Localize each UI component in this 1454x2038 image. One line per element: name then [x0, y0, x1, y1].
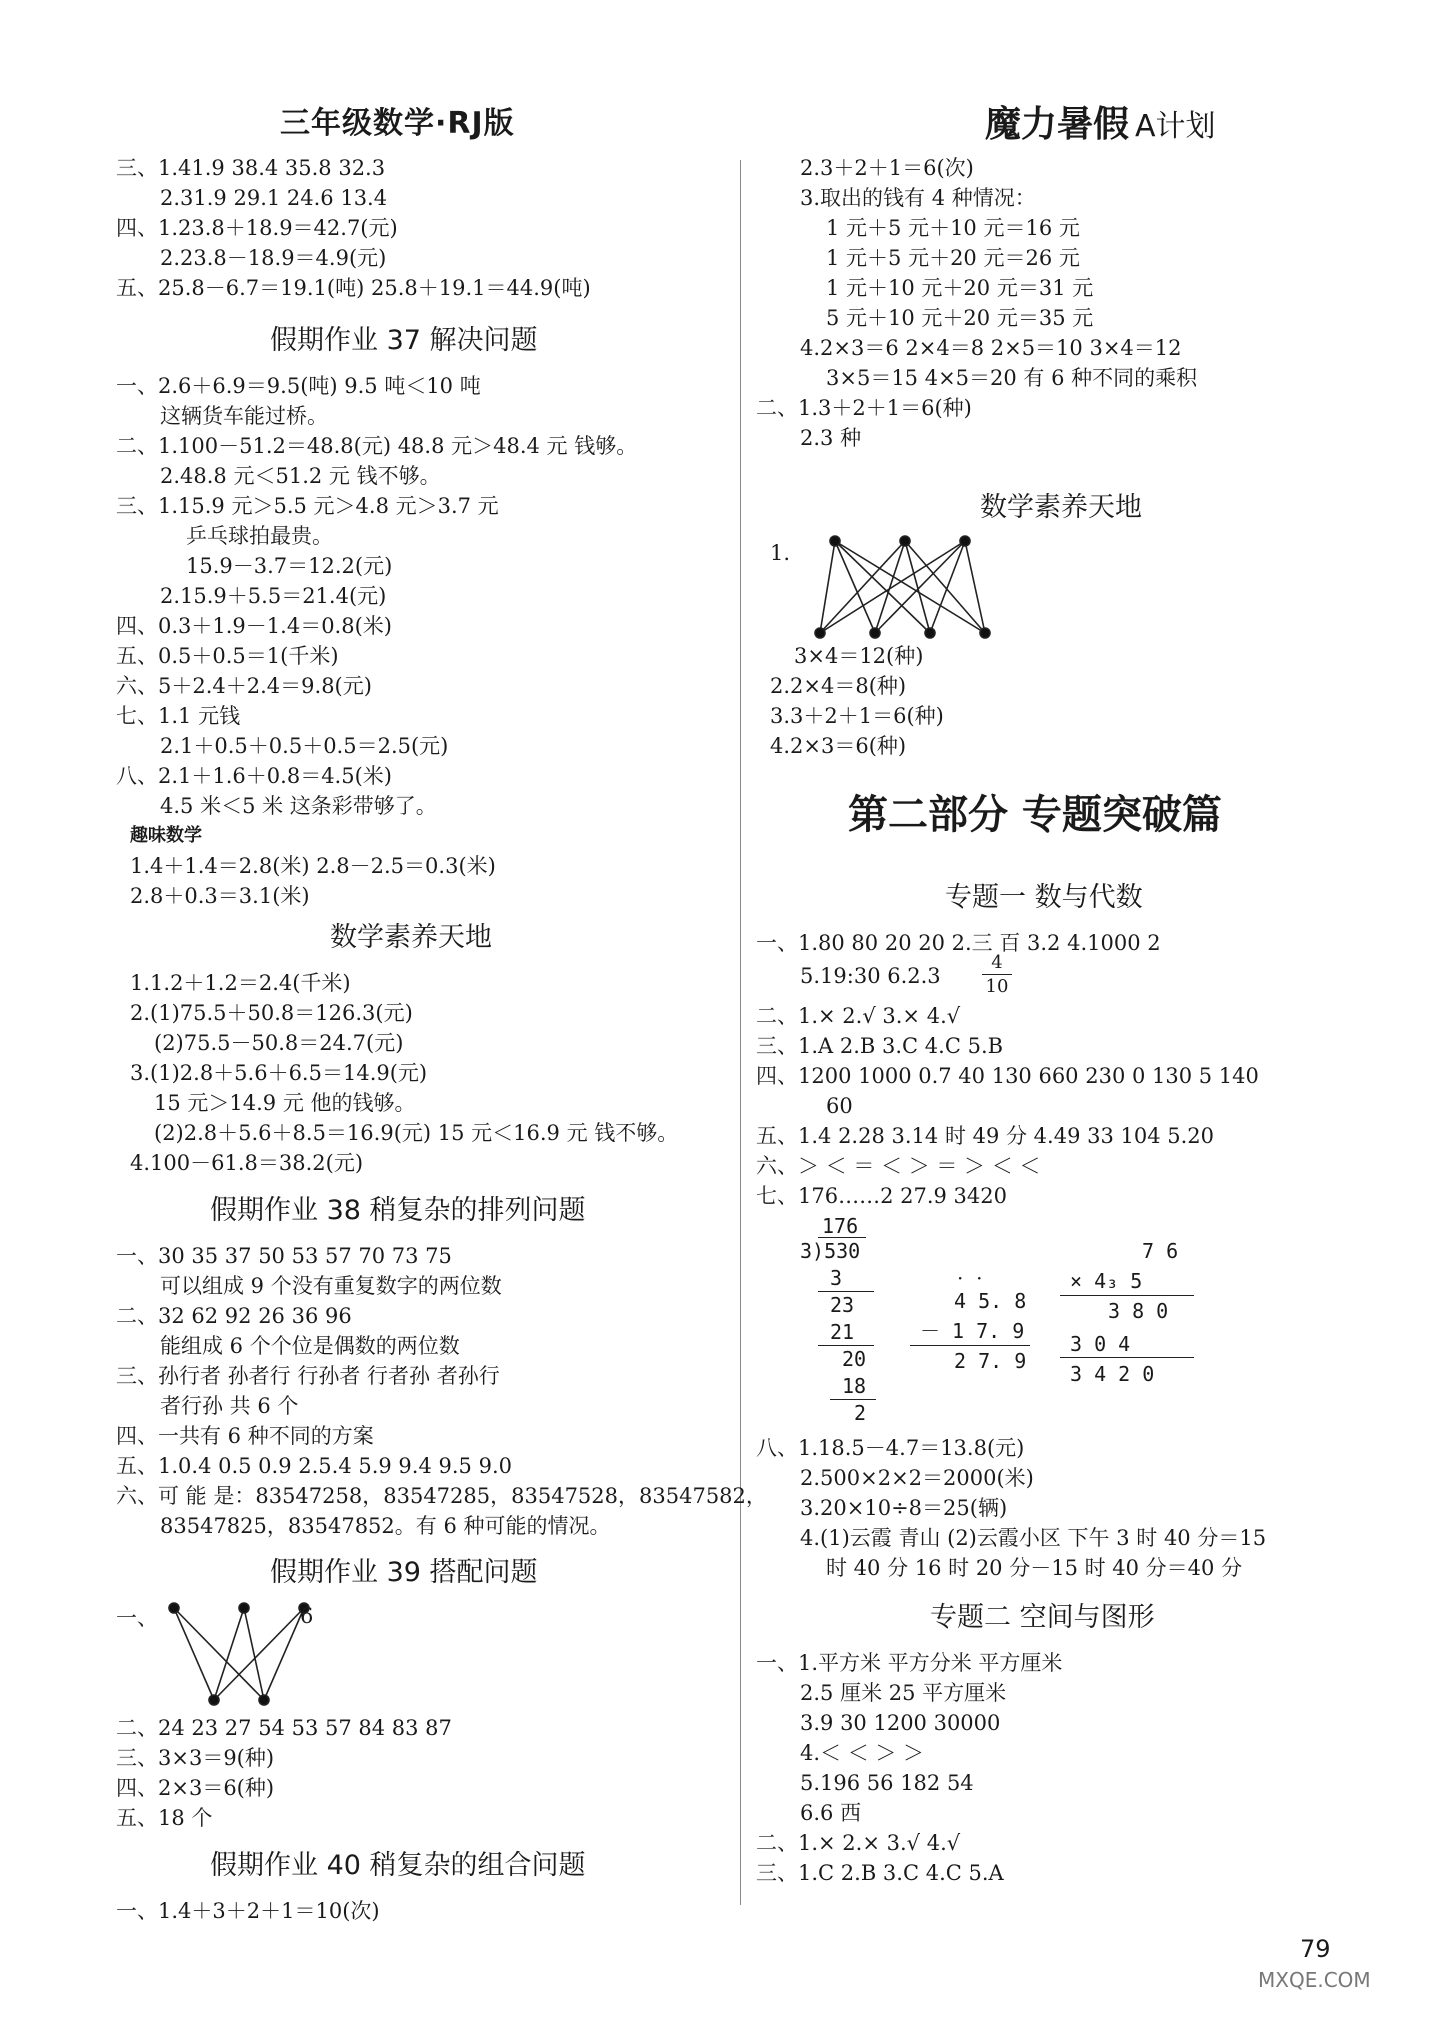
left-line: 八、2.1＋1.6＋0.8＝4.5(米) — [116, 764, 392, 788]
page-number: 79 — [1300, 1935, 1331, 1963]
subtraction-line: － 1 7. 9 — [920, 1319, 1025, 1343]
section-title-hw37: 假期作业 37 解决问题 — [270, 325, 538, 356]
header-brand — [985, 96, 1216, 147]
multiplication-line: 3 4 2 0 — [1070, 1362, 1155, 1386]
right-line: 4.2×3＝6(种) — [770, 734, 907, 758]
left-line: 二、1.100－51.2＝48.8(元) 48.8 元＞48.4 元 钱够。 — [116, 434, 638, 458]
left-line: 者行孙 共 6 个 — [160, 1394, 299, 1418]
right-line: 四、1200 1000 0.7 40 130 660 230 0 130 5 140 — [756, 1064, 1259, 1088]
right-line: 二、1.× 2.√ 3.× 4.√ — [756, 1004, 961, 1028]
right-line: 2.5 厘米 25 平方厘米 — [800, 1681, 1007, 1705]
match-line — [214, 1608, 304, 1700]
watermark: MXQE.COM — [1258, 1968, 1371, 1992]
right-line: 5 元＋10 元＋20 元＝35 元 — [826, 306, 1094, 330]
right-line: 4.＜ ＜ ＞ ＞ — [800, 1741, 925, 1765]
match-dot — [980, 628, 990, 638]
match-dot — [259, 1695, 269, 1705]
left-line: 一、30 35 37 50 53 57 70 73 75 — [116, 1244, 452, 1268]
left-line: 二、32 62 92 26 36 96 — [116, 1304, 352, 1328]
match-dot — [815, 628, 825, 638]
right-line: 时 40 分 16 时 20 分－15 时 40 分＝40 分 — [826, 1556, 1243, 1580]
division-expression: 3)530 — [800, 1239, 861, 1263]
left-line: 4.100－61.8＝38.2(元) — [130, 1151, 364, 1175]
match-dot — [169, 1603, 179, 1613]
right-line: 八、1.18.5－4.7＝13.8(元) — [756, 1436, 1025, 1460]
match-dot — [870, 628, 880, 638]
left-line: (2)75.5－50.8＝24.7(元) — [154, 1031, 404, 1055]
division-step: 21 — [830, 1320, 855, 1344]
match-line — [875, 541, 905, 633]
left-line: 2.8＋0.3＝3.1(米) — [130, 884, 310, 908]
fraction — [982, 952, 1012, 997]
topic-title-2: 专题二 空间与图形 — [930, 1602, 1155, 1633]
left-line: 一、 — [116, 1606, 158, 1630]
left-line: 三、孙行者 孙者行 行孙者 行者孙 者孙行 — [116, 1364, 500, 1388]
left-line: 这辆货车能过桥。 — [160, 404, 328, 428]
left-line: 83547825，83547852。有 6 种可能的情况。 — [160, 1514, 611, 1538]
borrow-dots: · · — [957, 1266, 983, 1290]
left-line: 2.48.8 元＜51.2 元 钱不够。 — [160, 464, 441, 488]
left-line: 七、1.1 元钱 — [116, 704, 241, 728]
match-dot — [239, 1603, 249, 1613]
fun-math-label: 趣味数学 — [130, 825, 202, 846]
multiplication-line: 3 0 4 — [1070, 1332, 1131, 1356]
match-dot — [209, 1695, 219, 1705]
section-title-literacy-right: 数学素养天地 — [980, 492, 1142, 523]
match-dot — [900, 536, 910, 546]
match-line — [835, 541, 930, 633]
matching-diagram-left — [160, 1600, 350, 1710]
left-line: 四、0.3＋1.9－1.4＝0.8(米) — [116, 614, 392, 638]
division-step: 2 — [854, 1401, 867, 1425]
left-line: 1.1.2＋1.2＝2.4(千米) — [130, 971, 351, 995]
left-line: 五、25.8－6.7＝19.1(吨) 25.8＋19.1＝44.9(吨) — [116, 276, 591, 300]
match-line — [244, 1608, 264, 1700]
match-line — [875, 541, 965, 633]
left-line: 六、可 能 是：83547258，83547285，83547528，83547582， — [116, 1484, 767, 1508]
left-line: 可以组成 9 个没有重复数字的两位数 — [160, 1274, 502, 1298]
right-line: 4.2×3＝6 2×4＝8 2×5＝10 3×4＝12 — [800, 336, 1182, 360]
left-line: 3.(1)2.8＋5.6＋6.5＝14.9(元) — [130, 1061, 428, 1085]
match-line — [930, 541, 965, 633]
left-line: 乒乓球拍最贵。 — [186, 524, 333, 548]
right-line: 二、1.× 2.× 3.√ 4.√ — [756, 1831, 961, 1855]
match-line — [174, 1608, 214, 1700]
column-divider — [740, 160, 741, 1905]
match-line — [835, 541, 985, 633]
left-line: 2.1＋0.5＋0.5＋0.5＝2.5(元) — [160, 734, 449, 758]
left-line: 2.(1)75.5＋50.8＝126.3(元) — [130, 1001, 413, 1025]
matching-count: 6 — [300, 1604, 314, 1628]
right-line: 一、1.平方米 平方分米 平方厘米 — [756, 1651, 1063, 1675]
subtraction-line: 4 5. 8 — [954, 1289, 1027, 1313]
left-line: 2.23.8－18.9＝4.9(元) — [160, 246, 387, 270]
right-line: 3.9 30 1200 30000 — [800, 1711, 1001, 1735]
left-line: 1.4＋1.4＝2.8(米) 2.8－2.5＝0.3(米) — [130, 854, 496, 878]
right-line: 五、1.4 2.28 3.14 时 49 分 4.49 33 104 5.20 — [756, 1124, 1215, 1148]
left-line: 一、1.4＋3＋2＋1＝10(次) — [116, 1899, 380, 1923]
left-line: (2)2.8＋5.6＋8.5＝16.9(元) 15 元＜16.9 元 钱不够。 — [154, 1121, 679, 1145]
right-line: 3.20×10÷8＝25(辆) — [800, 1496, 1008, 1520]
right-line: 3.3＋2＋1＝6(种) — [770, 704, 944, 728]
section-title-hw38: 假期作业 38 稍复杂的排列问题 — [210, 1195, 586, 1226]
right-line: 七、176……2 27.9 3420 — [756, 1184, 1007, 1208]
left-line: 三、3×3＝9(种) — [116, 1746, 275, 1770]
left-line: 2.31.9 29.1 24.6 13.4 — [160, 186, 388, 210]
right-line: 1. — [770, 541, 791, 565]
right-line: 3×4＝12(种) — [794, 644, 924, 668]
division-step: 23 — [830, 1293, 855, 1317]
match-dot — [925, 628, 935, 638]
multiplication-line: 3 8 0 — [1108, 1299, 1169, 1323]
right-line: 6.6 西 — [800, 1801, 862, 1825]
topic-title-1: 专题一 数与代数 — [945, 882, 1143, 913]
left-line: 三、1.15.9 元＞5.5 元＞4.8 元＞3.7 元 — [116, 494, 499, 518]
right-line: 2.3 种 — [800, 426, 862, 450]
match-line — [965, 541, 985, 633]
division-step: 20 — [842, 1347, 867, 1371]
matching-diagram-right — [815, 533, 1005, 645]
fraction-denominator: 10 — [985, 976, 1009, 997]
left-line: 15 元＞14.9 元 他的钱够。 — [154, 1091, 416, 1115]
right-line: 一、1.80 80 20 20 2.三 百 3.2 4.1000 2 — [756, 931, 1161, 955]
right-line: 1 元＋5 元＋10 元＝16 元 — [826, 216, 1080, 240]
match-line — [264, 1608, 304, 1700]
left-line: 四、1.23.8＋18.9＝42.7(元) — [116, 216, 398, 240]
left-line: 一、2.6＋6.9＝9.5(吨) 9.5 吨＜10 吨 — [116, 374, 481, 398]
header-left-title: 三年级数学·RJ版 — [280, 106, 515, 141]
right-line: 六、＞ ＜ ＝ ＜ ＞ ＝ ＞ ＜ ＜ — [756, 1154, 1041, 1178]
division-step: 3 — [830, 1266, 843, 1290]
brand-sub: A计划 — [1135, 109, 1216, 144]
left-line: 能组成 6 个个位是偶数的两位数 — [160, 1334, 460, 1358]
match-dot — [830, 536, 840, 546]
fraction-numerator: 4 — [991, 952, 1003, 973]
left-line: 五、1.0.4 0.5 0.9 2.5.4 5.9 9.4 9.5 9.0 — [116, 1454, 512, 1478]
left-line: 2.15.9＋5.5＝21.4(元) — [160, 584, 387, 608]
section-title-literacy-left: 数学素养天地 — [330, 922, 492, 953]
part-title: 第二部分 专题突破篇 — [848, 792, 1222, 838]
right-line: 2.3＋2＋1＝6(次) — [800, 156, 974, 180]
brand-name: 魔力暑假 — [985, 104, 1130, 145]
left-line: 六、5＋2.4＋2.4＝9.8(元) — [116, 674, 372, 698]
right-line: 5.196 56 182 54 — [800, 1771, 974, 1795]
left-line: 4.5 米＜5 米 这条彩带够了。 — [160, 794, 437, 818]
section-title-hw40: 假期作业 40 稍复杂的组合问题 — [210, 1850, 586, 1881]
right-line: 1 元＋5 元＋20 元＝26 元 — [826, 246, 1080, 270]
division-step: 18 — [842, 1374, 867, 1398]
right-line: 3.取出的钱有 4 种情况： — [800, 186, 1036, 210]
right-line: 三、1.A 2.B 3.C 4.C 5.B — [756, 1034, 1004, 1058]
left-line: 二、24 23 27 54 53 57 84 83 87 — [116, 1716, 452, 1740]
left-line: 四、一共有 6 种不同的方案 — [116, 1424, 374, 1448]
right-line: 2.500×2×2＝2000(米) — [800, 1466, 1034, 1490]
right-line: 3×5＝15 4×5＝20 有 6 种不同的乘积 — [826, 366, 1198, 390]
left-line: 15.9－3.7＝12.2(元) — [186, 554, 393, 578]
right-line: 60 — [826, 1094, 853, 1118]
subtraction-line: 2 7. 9 — [954, 1349, 1027, 1373]
section-title-hw39: 假期作业 39 搭配问题 — [270, 1557, 538, 1588]
left-line: 五、0.5＋0.5＝1(千米) — [116, 644, 339, 668]
left-line: 四、2×3＝6(种) — [116, 1776, 275, 1800]
right-line: 二、1.3＋2＋1＝6(种) — [756, 396, 972, 420]
match-dot — [960, 536, 970, 546]
right-line: 三、1.C 2.B 3.C 4.C 5.A — [756, 1861, 1004, 1885]
multiplication-line: 7 6 — [1142, 1239, 1179, 1263]
multiplication-line: × 4₃ 5 — [1070, 1269, 1143, 1293]
left-line: 三、1.41.9 38.4 35.8 32.3 — [116, 156, 386, 180]
right-line: 1 元＋10 元＋20 元＝31 元 — [826, 276, 1094, 300]
right-line: 2.2×4＝8(种) — [770, 674, 907, 698]
right-line: 5.19:30 6.2.3 — [800, 964, 941, 988]
division-quotient: 176 — [822, 1214, 859, 1238]
left-line: 五、18 个 — [116, 1806, 213, 1830]
right-line: 4.(1)云霞 青山 (2)云霞小区 下午 3 时 40 分＝15 — [800, 1526, 1267, 1550]
